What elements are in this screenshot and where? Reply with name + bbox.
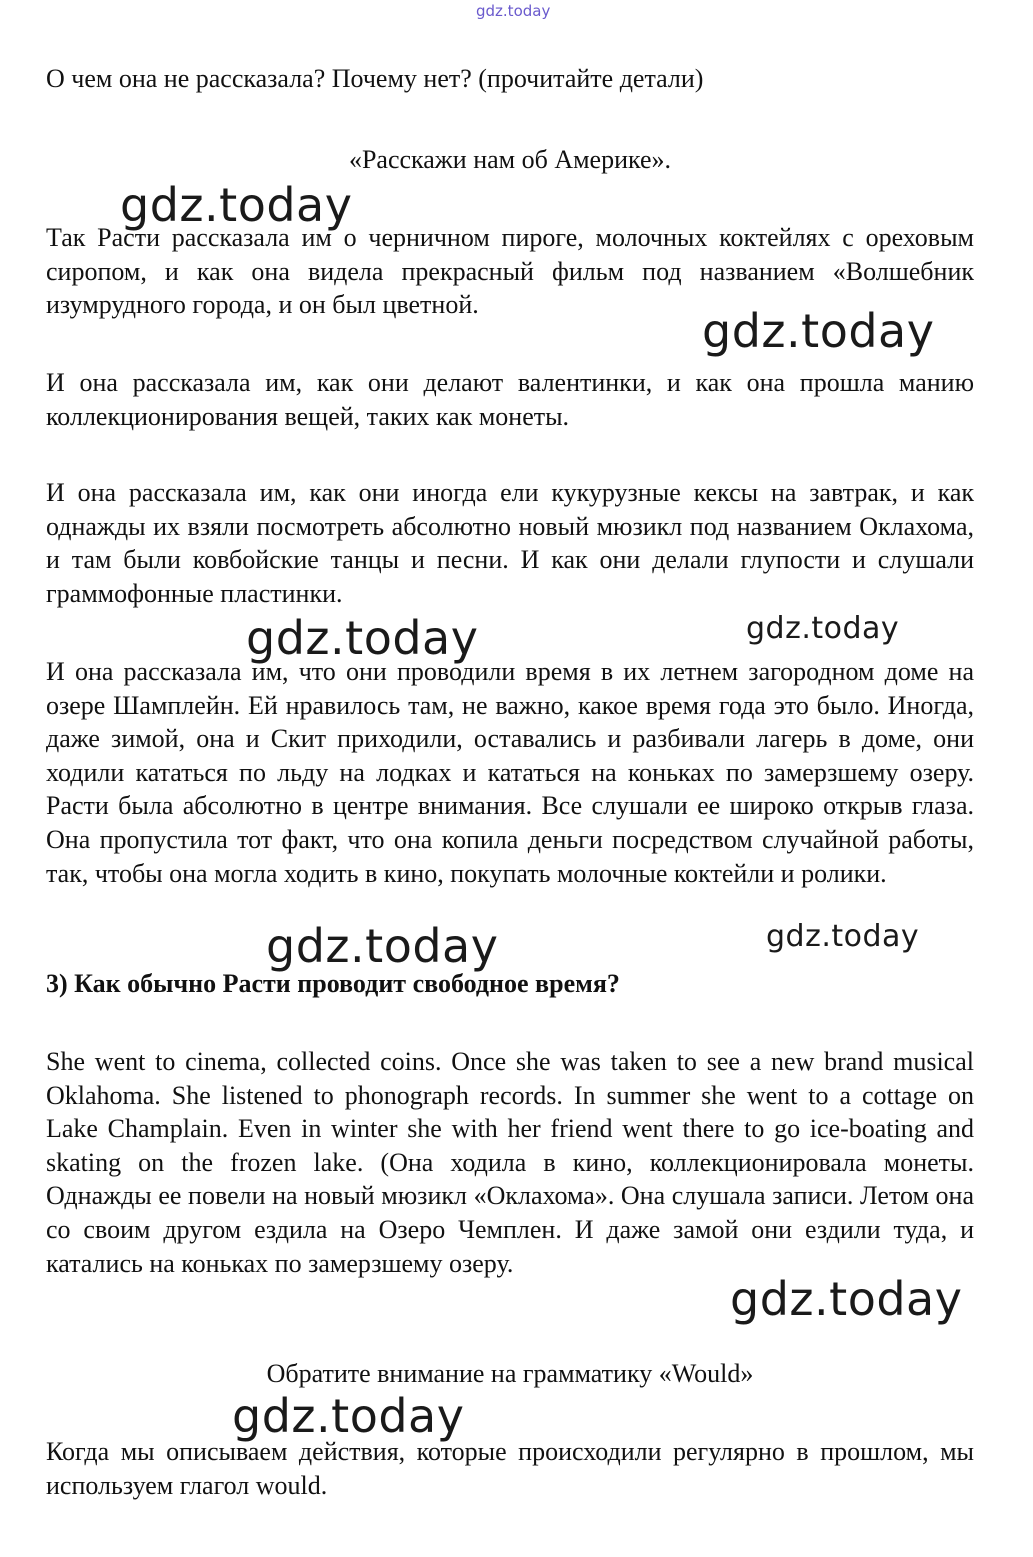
watermark: gdz.today [746,611,900,646]
watermark: gdz.today [730,1272,963,1326]
watermark: gdz.today [120,178,353,232]
watermark: gdz.today [702,304,935,358]
watermark: gdz.today [766,919,920,954]
paragraph-3: И она рассказала им, как они иногда ели кукурузные кексы на завтрак, и как однажды их взяли посмотреть абсолютно новый мюзикл под названием Оклахома, и там были ковбойские танцы и песни. И как они делали глупости и слушали граммофонные пластинки. [46,478,974,608]
paragraph-5: She went to cinema, collected coins. Once she was taken to see a new brand musical Oklahoma. She listened to phonograph records. In summer she went to a cottage on Lake Champlain. Even in winter she with her friend went there to go ice-boating and skating on the frozen lake. (Она ходила в кино, коллекционировала монеты. Однажды ее повели на новый мюзикл «Оклахома». Она слушала записи. Летом она со своим другом ездила на Озеро Чемплен. И даже замой они ездили туда, и катались на коньках по замерзшему озеру. [46,1047,974,1278]
paragraph-6: Когда мы описываем действия, которые происходили регулярно в прошлом, мы используем глагол would. [46,1437,974,1500]
grammar-title: Обратите внимание на грамматику «Would» [266,1359,754,1388]
watermark: gdz.today [266,919,499,973]
section-heading-3: 3) Как обычно Расти проводит свободное время? [46,969,620,998]
question-line: О чем она не рассказала? Почему нет? (прочитайте детали) [46,64,704,93]
paragraph-4: И она рассказала им, что они проводили время в их летнем загородном доме на озере Шамплейн. Ей нравилось там, не важно, какое время года это было. Иногда, даже зимой, она и Скит приходили, оставались и разбивали лагерь в доме, они ходили кататься по льду на лодках и кататься на коньках по замерзшему озеру. Расти была абсолютно в центре внимания. Все слушали ее широко открыв глаза. Она пропустила тот факт, что она копила деньги посредством случайной работы, так, чтобы она могла ходить в кино, покупать молочные коктейли и ролики. [46,657,974,888]
watermark: gdz.today [232,1389,465,1443]
paragraph-1: Так Расти рассказала им о черничном пироге, молочных коктейлях с ореховым сиропом, и как она видела прекрасный фильм под названием «Волшебник изумрудного города, и он был цветной. [46,223,974,320]
paragraph-2: И она рассказала им, как они делают валентинки, и как она прошла манию коллекционирования вещей, таких как монеты. [46,368,974,431]
quote-title: «Расскажи нам об Америке». [348,145,672,174]
watermark: gdz.today [246,611,479,665]
header-watermark: gdz.today [476,2,551,20]
